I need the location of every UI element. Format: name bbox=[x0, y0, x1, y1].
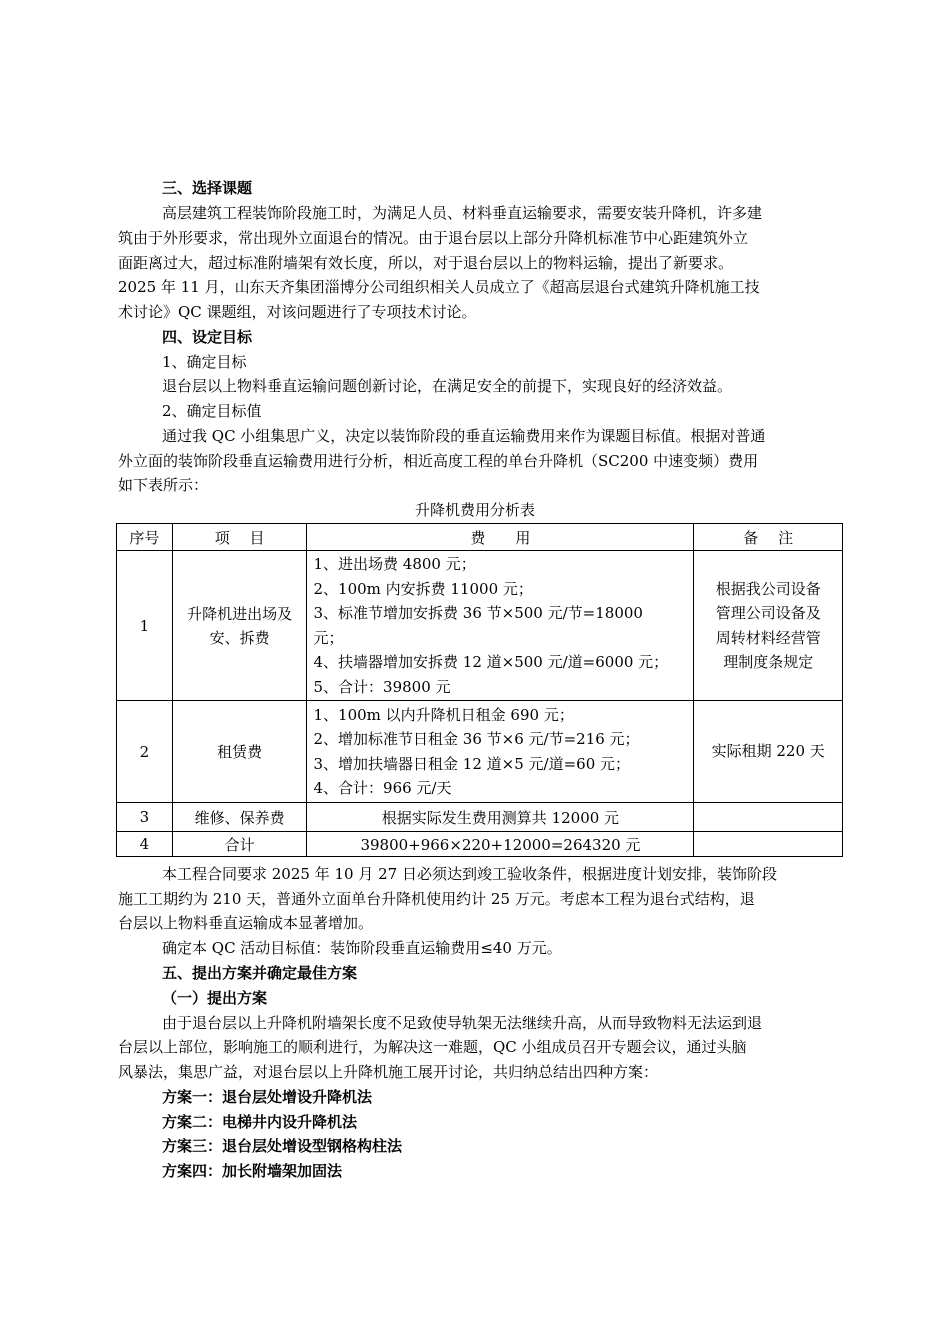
cost-line: 1、进出场费 4800 元； bbox=[313, 555, 476, 573]
plan-item: 方案二：电梯井内设升降机法 bbox=[162, 1113, 358, 1131]
row-item bbox=[172, 551, 307, 701]
section5-paragraph-line: 台层以上部位，影响施工的顺利进行，为解决这一难题，QC 小组成员召开专题会议，通过头脑 bbox=[118, 1038, 747, 1056]
cost-line: 1、100m 以内升降机日租金 690 元； bbox=[313, 705, 574, 724]
row-no: 2 bbox=[117, 701, 173, 803]
section5-subheading: （一）提出方案 bbox=[162, 989, 268, 1007]
cost-line: 3、增加扶墙器日租金 12 道×5 元/道=60 元； bbox=[313, 754, 631, 773]
row-remark bbox=[694, 551, 843, 701]
table-row bbox=[117, 551, 843, 701]
row-no: 4 bbox=[117, 832, 173, 857]
row-cost bbox=[307, 701, 694, 803]
table-caption: 升降机费用分析表 bbox=[414, 501, 535, 519]
table-row bbox=[117, 803, 843, 832]
row-remark: 实际租期 220 天 bbox=[694, 701, 843, 803]
after-table-line: 施工工期约为 210 天，普通外立面单台升降机使用约计 25 万元。考虑本工程为退台式结构，退 bbox=[118, 890, 755, 908]
header-cost: 费 用 bbox=[307, 524, 694, 551]
cost-line: 4、扶墙器增加安拆费 12 道×500 元/道=6000 元； bbox=[313, 653, 669, 671]
header-no: 序号 bbox=[117, 524, 173, 551]
subheading-confirm-target: 1、确定目标 bbox=[162, 353, 247, 371]
item-line: 安、拆费 bbox=[209, 628, 270, 647]
section5-paragraph-line: 由于退台层以上升降机附墙架长度不足致使导轨架无法继续升高，从而导致物料无法运到退 bbox=[162, 1014, 763, 1032]
section3-heading: 三、选择课题 bbox=[162, 179, 253, 197]
row-item: 租赁费 bbox=[172, 701, 307, 803]
section3-paragraph-line: 筑由于外形要求，常出现外立面退台的情况。由于退台层以上部分升降机标准节中心距建筑外立 bbox=[118, 229, 749, 247]
cost-line: 2、100m 内安拆费 11000 元； bbox=[313, 579, 533, 598]
row-item: 合计 bbox=[172, 832, 307, 857]
row-cost: 根据实际发生费用测算共 12000 元 bbox=[307, 803, 694, 832]
row-cost: 39800+966×220+12000=264320 元 bbox=[307, 832, 694, 857]
remark-line: 周转材料经营管 bbox=[715, 628, 821, 647]
remark-line: 根据我公司设备 bbox=[715, 579, 821, 598]
plan-item: 方案四：加长附墙架加固法 bbox=[162, 1162, 343, 1180]
table-row bbox=[117, 832, 843, 857]
section3-paragraph-line: 2025 年 11 月，山东天齐集团淄博分公司组织相关人员成立了《超高层退台式建筑升降机施工技 bbox=[118, 278, 760, 296]
section4-paragraph-line: 外立面的装饰阶段垂直运输费用进行分析，相近高度工程的单台升降机（SC200 中速变频）费用 bbox=[118, 452, 759, 470]
cost-line: 4、合计：966 元/天 bbox=[313, 779, 452, 797]
section4-paragraph-line: 如下表所示： bbox=[118, 476, 209, 494]
section3-paragraph-line: 高层建筑工程装饰阶段施工时，为满足人员、材料垂直运输要求，需要安装升降机，许多建 bbox=[162, 204, 763, 222]
header-item: 项 目 bbox=[172, 524, 307, 551]
row-no: 1 bbox=[117, 551, 173, 701]
plan-item: 方案一：退台层处增设升降机法 bbox=[162, 1088, 373, 1106]
cost-line: 5、合计：39800 元 bbox=[313, 677, 451, 696]
table-header-row bbox=[117, 524, 843, 551]
row-cost bbox=[307, 551, 694, 701]
target-value-statement: 确定本 QC 活动目标值：装饰阶段垂直运输费用≤40 万元。 bbox=[162, 939, 562, 957]
section5-heading: 五、提出方案并确定最佳方案 bbox=[162, 964, 358, 982]
cost-line: 2、增加标准节日租金 36 节×6 元/节=216 元； bbox=[313, 730, 640, 748]
item-line: 升降机进出场及 bbox=[187, 604, 293, 623]
section3-paragraph-line: 面距离过大，超过标准附墙架有效长度，所以，对于退台层以上的物料运输，提出了新要求。 bbox=[118, 254, 734, 272]
section5-paragraph-line: 风暴法，集思广益，对退台层以上升降机施工展开讨论，共归纳总结出四种方案： bbox=[118, 1063, 659, 1081]
subheading-target-value: 2、确定目标值 bbox=[162, 402, 262, 420]
header-remark: 备 注 bbox=[694, 524, 843, 551]
plan-item: 方案三：退台层处增设型钢格构柱法 bbox=[162, 1137, 403, 1155]
target-text: 退台层以上物料垂直运输问题创新讨论，在满足安全的前提下，实现良好的经济效益。 bbox=[162, 377, 733, 395]
table-row bbox=[117, 701, 843, 803]
remark-line: 理制度条规定 bbox=[723, 653, 814, 671]
row-item: 维修、保养费 bbox=[172, 803, 307, 832]
section3-paragraph-line: 术讨论》QC 课题组，对该问题进行了专项技术讨论。 bbox=[118, 303, 477, 321]
cost-line: 3、标准节增加安拆费 36 节×500 元/节=18000 bbox=[313, 604, 643, 622]
cost-line: 元； bbox=[313, 628, 344, 647]
row-no: 3 bbox=[117, 803, 173, 832]
row-remark bbox=[694, 803, 843, 832]
remark-line: 管理公司设备及 bbox=[715, 604, 821, 622]
row-remark bbox=[694, 832, 843, 857]
after-table-line: 台层以上物料垂直运输成本显著增加。 bbox=[118, 914, 374, 932]
after-table-line: 本工程合同要求 2025 年 10 月 27 日必须达到竣工验收条件，根据进度计划安排，装饰阶段 bbox=[162, 865, 777, 883]
section4-heading: 四、设定目标 bbox=[162, 328, 253, 346]
section4-paragraph-line: 通过我 QC 小组集思广义，决定以装饰阶段的垂直运输费用来作为课题目标值。根据对普通 bbox=[162, 427, 766, 445]
cost-analysis-table bbox=[116, 523, 843, 857]
